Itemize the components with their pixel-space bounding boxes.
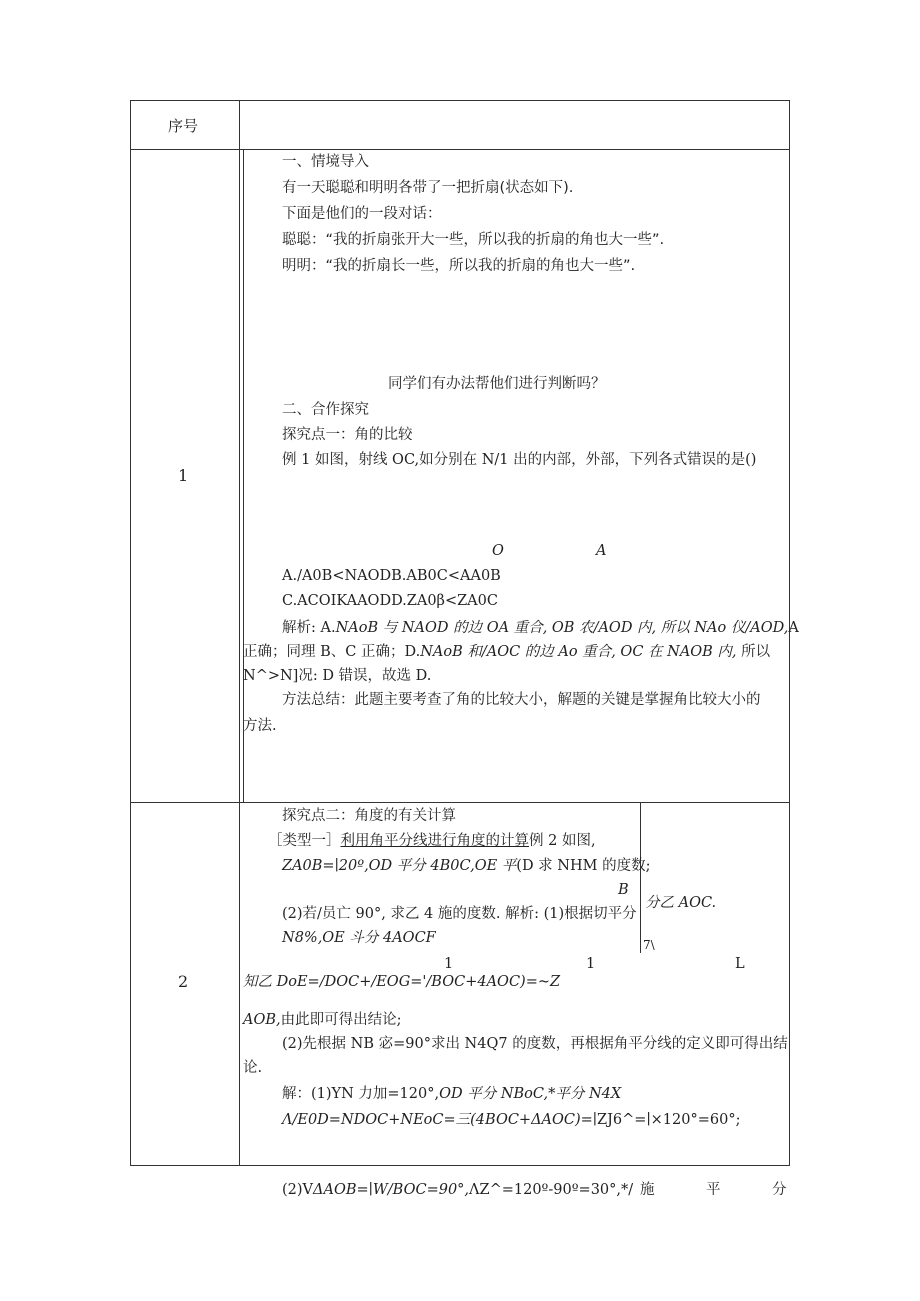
header-index-label: 序号: [168, 117, 199, 135]
method-summary-1: 方法总结：此题主要考查了角的比较大小，解题的关键是掌握角比较大小的: [282, 692, 761, 708]
row2-index: 2: [178, 972, 189, 991]
table-bottom-border: [130, 1165, 790, 1166]
figure-label-a: A: [596, 543, 607, 559]
type-1-title: 利用角平分线进行角度的计算: [340, 833, 529, 849]
section2-title: 二、合作探究: [282, 402, 369, 418]
figure-label-b: B: [618, 882, 629, 898]
solution-line-1: [282, 1084, 621, 1104]
row1-inner-left-rule: [243, 150, 244, 802]
type-1-label: ［类型一］: [268, 833, 341, 849]
table-top-border: [130, 100, 790, 101]
solution-1-body: OD 平分 NBoC,*平分 N4X: [439, 1086, 622, 1102]
question-2-analysis: (2)若/员亡 90°, 求乙 4 施的度数. 解析: (1)根据切平分: [282, 906, 637, 922]
column-divider: [239, 100, 240, 1166]
analysis-2-end: 所以: [736, 644, 771, 660]
row1-index: 1: [178, 466, 189, 485]
footer-prefix: (2)V: [282, 1182, 314, 1198]
solution-line-2: [282, 1110, 740, 1130]
conclusion-text: 由此即可得出结论;: [280, 1012, 402, 1028]
analysis-part-2: (2)先根据 NB 宓=90°求出 N4Q7 的度数，再根据角平分线的定义即可得出结: [282, 1036, 788, 1052]
scenario-line-1: 有一天聪聪和明明各带了一把折扇(状态如下).: [282, 180, 574, 196]
solution-1-label: 解：(1)YN 力加=120°,: [282, 1086, 440, 1102]
analysis-2-body: NAoB 和/AOC 的边 Ao 重合, OC 在 NAOB 内,: [420, 644, 737, 660]
given-angle: ZA0B=∣20º,OD 平分 4B0C,OE 平: [282, 858, 517, 874]
header-bottom-border: [130, 149, 790, 150]
angle-sum-formula: 知乙 DoE=/DOC+/EOG='/BOC+4AOC)=~Z: [243, 974, 561, 990]
method-summary-2: 方法.: [243, 718, 277, 734]
footer-solution-line: [282, 1180, 633, 1200]
scenario-line-3: 聪聪：“我的折扇张开大一些，所以我的折扇的角也大一些”.: [282, 232, 665, 248]
conclusion-line: [243, 1010, 402, 1030]
footer-word-3: 分: [772, 1182, 787, 1198]
analysis-bisectors: N8%,OE 斗分 4AOCF: [282, 930, 436, 946]
table-left-border: [130, 100, 131, 1166]
row2-figure-divider: [640, 803, 641, 953]
solution-2-formula: Λ/E0D=NDOC+NEoC=三(4BOC+ΔAOC)=∣: [282, 1112, 598, 1128]
figure-label-o: O: [492, 543, 504, 559]
options-c-d: C.ACOIKAAODD.ZA0β<ZA0C: [282, 593, 498, 609]
fraction-numerator-3: L: [735, 956, 745, 972]
angle-aob: AOB,: [243, 1012, 281, 1028]
scenario-line-4: 明明：“我的折扇长一些，所以我的折扇的角也大一些”.: [282, 258, 636, 274]
example-1: 例 1 如图，射线 OC,如分别在 N/1 出的内部，外部，下列各式错误的是(): [282, 452, 757, 468]
analysis-1-body: NAoB 与 NAOD 的边 OA 重合, OB 农/AOD 内, 所以 NAo 仪/AOD,: [335, 620, 789, 636]
explore-point-1: 探究点一：角的比较: [282, 427, 413, 443]
example-2-given: [282, 856, 650, 876]
example-2-intro: 例 2 如图,: [529, 833, 596, 849]
footer-given: ΔAOB=∣W/BOC=90°,: [313, 1182, 470, 1198]
analysis-line-2: [243, 642, 770, 662]
type-1-line: [268, 831, 596, 851]
options-a-b: A./A0B<NAODB.AB0C<AA0B: [282, 568, 501, 584]
analysis-line-3: N^>N]况: D 错误，故选 D.: [243, 668, 432, 684]
side-note-bisect: 分乙 AOC.: [645, 895, 717, 911]
discussion-question: 同学们有办法帮他们进行判断吗？: [388, 376, 606, 392]
footer-word-1: 施: [640, 1182, 655, 1198]
scenario-line-2: 下面是他们的一段对话：: [282, 206, 442, 222]
analysis-2-label: 正确；同理 B、C 正确；D.: [243, 644, 421, 660]
explore-point-2: 探究点二：角度的有关计算: [282, 808, 456, 824]
solution-2-result: ZJ6^=∣×120°=60°;: [597, 1112, 741, 1128]
fraction-numerator-1: 1: [444, 956, 454, 972]
footer-calc: ΛZ^=120º-90º=30°,*/: [469, 1182, 634, 1198]
question-1: (D 求 NHM 的度数;: [516, 858, 651, 874]
analysis-part-2-end: 论.: [243, 1060, 263, 1076]
analysis-1-end: A: [788, 620, 799, 636]
section1-title: 一、情境导入: [282, 154, 369, 170]
fraction-numerator-2: 1: [586, 956, 596, 972]
footer-word-2: 平: [706, 1182, 721, 1198]
row1-bottom-border: [130, 802, 790, 803]
analysis-1-label: 解析: A.: [282, 620, 336, 636]
analysis-line-1: [282, 618, 799, 638]
side-note-mark: 7\: [643, 938, 655, 952]
